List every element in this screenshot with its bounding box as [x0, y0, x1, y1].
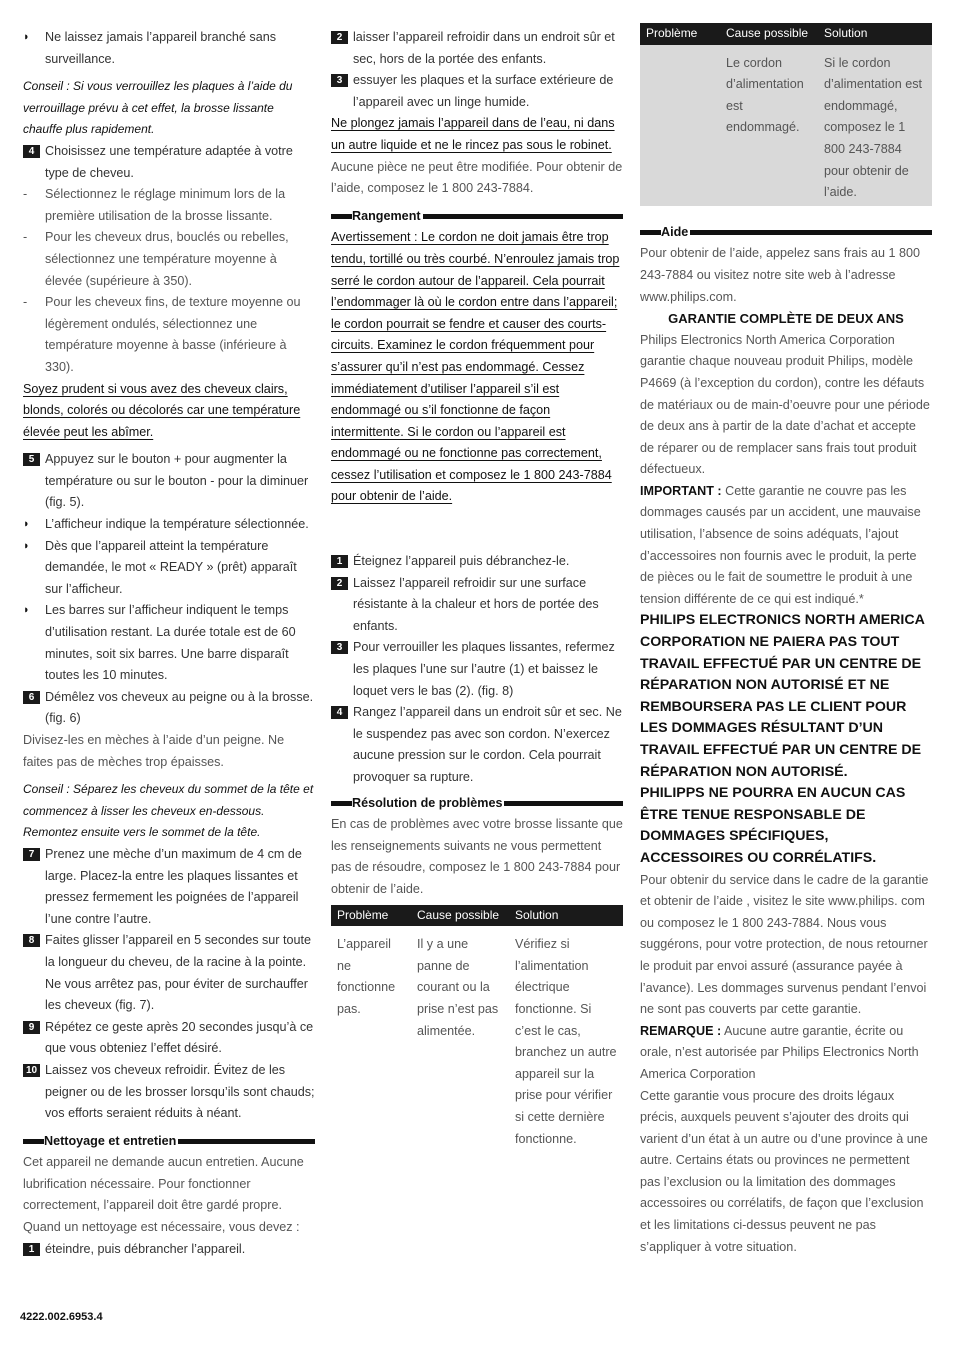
step-4 [23, 141, 315, 184]
cell-problem: L’appareil ne fonctionne pas. [337, 937, 396, 1016]
warranty-title: GARANTIE COMPLÈTE DE DEUX ANS [668, 311, 904, 327]
step-number: 6 [23, 691, 40, 704]
column-1 [23, 27, 315, 1260]
spacer [331, 508, 623, 551]
heading-text: Rangement [352, 208, 421, 223]
heading-bar [23, 1139, 44, 1144]
paragraph: En cas de problèmes avec votre brosse lissante que les renseignements suivants ne vous permettent pas de résoudre, composez le 1 800 243-7884 pour obtenir de l’aide. [331, 817, 623, 896]
important-text: Cette garantie ne couvre pas les dommages causés par un accident, une mauvaise utilisation, l’absence de soins adéquats, l’ajout d’accessoires non fournis avec le produit, la perte de pièces ou le fait de soumettre le produit à une tension différente de ce qui est indiqué.* [640, 483, 921, 606]
step-7 [23, 844, 315, 930]
tip-lock: Conseil : Si vous verrouillez les plaques à l’aide du verrouillage prévu à cet effet, la brosse lissante chauffe plus rapidement. [23, 79, 293, 137]
header-cause: Cause possible [411, 905, 509, 927]
paragraph: Philips Electronics North America Corporation garantie chaque nouveau produit Philips, modèle P4669 (à l’exception du cordon), contre les défauts de matériaux ou de main-d’oeuvre pour une période de deux ans à partir de la date d’achat et accepte de réparer ou de remplacer sans frais tout produit défectueux. [640, 332, 930, 477]
section-heading-cleaning [23, 1131, 315, 1153]
step-number: 2 [331, 577, 348, 590]
warning-water: Ne plongez jamais l’appareil dans de l’eau, ni dans un autre liquide et ne le rincez pas sous le robinet. [331, 116, 615, 152]
heading-bar [331, 214, 352, 219]
step-text: essuyer les plaques et la surface extérieure de l’appareil avec un linge humide. [353, 73, 614, 109]
remark-text: Aucune autre garantie, écrite ou orale, n’est autorisée par Philips Electronics North America Corporation [640, 1023, 919, 1081]
step-number: 2 [331, 31, 348, 44]
warning-temperature: Soyez prudent si vous avez des cheveux clairs, blonds, colorés ou décolorés car une température élevée peut les abîmer. [23, 381, 301, 439]
cell-cause: Il y a une panne de courant ou la prise n’est pas alimentée. [417, 937, 499, 1038]
header-solution: Solution [509, 905, 623, 927]
step-8 [23, 930, 315, 1016]
section-heading-help [640, 222, 932, 244]
step-text: Éteignez l’appareil puis débranchez-le. [353, 554, 570, 569]
step-text: Prenez une mèche d’un maximum de 4 cm de large. Placez-la entre les plaques lissantes et pressez fermement les poignées de l’appareil l’une contre l’autre. [45, 846, 302, 926]
step-number: 4 [331, 706, 348, 719]
paragraph: Cet appareil ne demande aucun entretien. Aucune lubrification nécessaire. Pour fonctionner correctement, l’appareil doit être gardé propre. Quand un nettoyage est nécessaire, vous devez : [23, 1155, 304, 1235]
step-text: Laissez vos cheveux refroidir. Évitez de les peigner ou de les brosser lorsqu’ils sont chauds; vos efforts seraient réduits à néant. [45, 1062, 315, 1121]
warning-cord: Avertissement : Le cordon ne doit jamais être trop tendu, tortillé ou très courbé. N’enroulez jamais trop serré le cordon autour de l’appareil. Cela pourrait l’endommager là où le cordon entre dans l’appareil; le cordon pourrait se fendre et causer des courts-circuits. Examinez le cordon fréquemment pour s’assurer qu’il n’est pas endommagé. Cessez immédiatement d’utiliser l’appareil s’il est endommagé ou s’il fonctionne de façon intermittente. Si le cordon ou l’appareil est endommagé ou ne fonctionne pas correctement, cessez l’utilisation et composez le 1 800 243-7884 pour obtenir de l’aide. [331, 230, 620, 504]
step-9 [23, 1017, 315, 1060]
step-text: Choisissez une température adaptée à votre type de cheveu. [45, 143, 293, 180]
heading-bar [504, 801, 623, 806]
step-number: 3 [331, 74, 348, 87]
step-number: 10 [23, 1064, 40, 1077]
document-code: 4222.002.6953.4 [20, 1311, 103, 1323]
step-text: Démêlez vos cheveux au peigne ou à la brosse. (fig. 6) [45, 689, 314, 726]
bullet-item: ◗ L’afficheur indique la température sélectionnée. [23, 514, 315, 536]
cell-solution: Vérifiez si l’alimentation électrique fonctionne. Si c’est le cas, branchez un autre appareil sur la prise pour vérifier si cette dernière fonctionne. [515, 937, 617, 1146]
heading-bar [640, 230, 661, 235]
paragraph: Divisez-les en mèches à l’aide d’un peigne. Ne faites pas de mèches trop épaisses. [23, 733, 285, 769]
clean-step-2 [331, 27, 623, 70]
dash-item: - Sélectionnez le réglage minimum lors de la première utilisation de la brosse lissante. [23, 184, 315, 227]
caps-disclaimer-1: PHILIPS ELECTRONICS NORTH AMERICA CORPORATION NE PAIERA PAS TOUT TRAVAIL EFFECTUÉ PAR UN CENTRE DE RÉPARATION NON AUTORISÉ ET NE REMBOURSERA PAS LE CLIENT POUR LES DOMMAGES RÉSULTANT D’UN TRAVAIL EFFECTUÉ PAR UN CENTRE DE RÉPARATION NON AUTORISÉ. [640, 612, 925, 780]
step-number: 1 [23, 1243, 40, 1256]
heading-text: Aide [661, 224, 689, 239]
step-number: 1 [331, 555, 348, 568]
section-heading-troubleshooting [331, 793, 623, 815]
dash-item: - Pour les cheveux fins, de texture moyenne ou légèrement ondulés, sélectionnez une température moyenne à basse (inférieure à 330). [23, 292, 315, 378]
dash-item: - Pour les cheveux drus, bouclés ou rebelles, sélectionnez une température moyenne à élevée (supérieure à 350). [23, 227, 315, 292]
table-header-row [640, 23, 932, 45]
step-text: Rangez l’appareil dans un endroit sûr et sec. Ne le suspendez pas avec son cordon. N’exercez aucune pression sur le cordon. Cela pourrait provoquer sa rupture. [353, 705, 622, 784]
step-text: Répétez ce geste après 20 secondes jusqu’à ce que vous obteniez l’effet désiré. [45, 1019, 314, 1056]
storage-step-3 [331, 637, 623, 702]
important-paragraph [640, 481, 932, 611]
storage-step-1 [331, 551, 623, 573]
table-row [640, 45, 932, 206]
step-number: 8 [23, 934, 40, 947]
step-text: éteindre, puis débrancher l’appareil. [45, 1241, 246, 1256]
heading-bar [178, 1139, 315, 1144]
column-3 [640, 23, 932, 1258]
bullet-unplug: ◗ Ne laissez jamais l’appareil branché sans surveillance. [23, 27, 315, 70]
storage-step-4 [331, 702, 623, 788]
step-10 [23, 1060, 315, 1125]
step-number: 9 [23, 1021, 40, 1034]
header-problem: Problème [640, 23, 720, 45]
step-number: 4 [23, 145, 40, 158]
table-row [331, 926, 623, 1162]
step-text: Faites glisser l’appareil en 5 secondes sur toute la longueur du cheveu, de la racine à la pointe. Ne vous arrêtez pas, pour éviter de surchauffer les cheveux (fig. 7). [45, 933, 312, 1013]
section-heading-storage [331, 206, 623, 228]
step-text: Laissez l’appareil refroidir sur une surface résistante à la chaleur et hors de portée des enfants. [353, 575, 599, 633]
header-solution: Solution [818, 23, 932, 45]
step-text: laisser l’appareil refroidir dans un endroit sûr et sec, hors de la portée des enfants. [353, 30, 615, 66]
remark-label: REMARQUE : [640, 1023, 722, 1038]
step-number: 5 [23, 453, 40, 466]
clean-step-3 [331, 70, 623, 113]
caps-disclaimer-2: PHILIPPS NE POURRA EN AUCUN CAS ÊTRE TENUE RESPONSABLE DE DOMMAGES SPÉCIFIQUES, ACCESSOIRES OU CORRÉLATIFS. [640, 785, 906, 866]
heading-bar [690, 230, 932, 235]
paragraph: Aucune pièce ne peut être modifiée. Pour obtenir de l’aide, composez le 1 800 243-7884. [331, 159, 623, 196]
storage-step-2 [331, 573, 623, 638]
troubleshooting-table [331, 905, 623, 1163]
heading-bar [423, 214, 623, 219]
cell-cause: Le cordon d’alimentation est endommagé. [720, 45, 818, 206]
header-problem: Problème [331, 905, 411, 927]
bullet-item: ◗ Dès que l’appareil atteint la température demandée, le mot « READY » (prêt) apparaît sur l’afficheur. [23, 536, 315, 601]
clean-step-1 [23, 1239, 315, 1261]
column-2 [331, 27, 623, 1162]
heading-text: Résolution de problèmes [352, 795, 503, 810]
paragraph: Pour obtenir de l’aide, appelez sans frais au 1 800 243-7884 ou visitez notre site web à l’adresse www.philips.com. [640, 246, 921, 304]
bullet-item: ◗ Les barres sur l’afficheur indiquent le temps d’utilisation restant. La durée totale est de 60 minutes, soit six barres. Une barre disparaît toutes les 10 minutes. [23, 600, 315, 686]
important-label: IMPORTANT : [640, 483, 722, 498]
paragraph: Cette garantie vous procure des droits légaux précis, auxquels peuvent s’ajouter des droits qui varient d’un état à un autre ou d’une province à une autre. Certains états ou provinces ne permettent pas l’exclusion ou la limitation des dommages accessoires ou corrélatifs, de façon que l’exclusion et les limitations ci-dessus peuvent ne pas s’appliquer à votre situation. [640, 1088, 928, 1254]
cell-solution: Si le cordon d’alimentation est endommagé, composez le 1 800 243-7884 pour obtenir de l’aide. [818, 45, 932, 206]
heading-bar [331, 801, 352, 806]
paragraph: Pour obtenir du service dans le cadre de la garantie et obtenir de l’aide , visitez le site www.philips. com ou composez le 1 800 243-7884. Nous vous suggérons, pour votre protection, de nous retourner le produit par envoi assuré (assurance payée à l’avance). Les dommages survenus pendant l’envoi ne sont pas couverts par cette garantie. [640, 872, 929, 1017]
step-number: 7 [23, 848, 40, 861]
step-text: Appuyez sur le bouton + pour augmenter la température ou sur le bouton - pour la diminuer (fig. 5). [45, 452, 309, 510]
step-text: Pour verrouiller les plaques lissantes, refermez les plaques l’une sur l’autre (1) et baissez le loquet vers le bas (2). (fig. 8) [353, 640, 615, 698]
step-5 [23, 449, 315, 514]
troubleshooting-table-continued [640, 23, 932, 206]
header-cause: Cause possible [720, 23, 818, 45]
step-number: 3 [331, 641, 348, 654]
cell-problem [640, 45, 720, 206]
table-header-row [331, 905, 623, 927]
step-6 [23, 687, 315, 730]
heading-text: Nettoyage et entretien [44, 1133, 177, 1148]
remark-paragraph [640, 1021, 932, 1086]
tip-sections: Conseil : Séparez les cheveux du sommet de la tête et commencez à lisser les cheveux en-dessous. Remontez ensuite vers le sommet de la tête. [23, 782, 314, 840]
